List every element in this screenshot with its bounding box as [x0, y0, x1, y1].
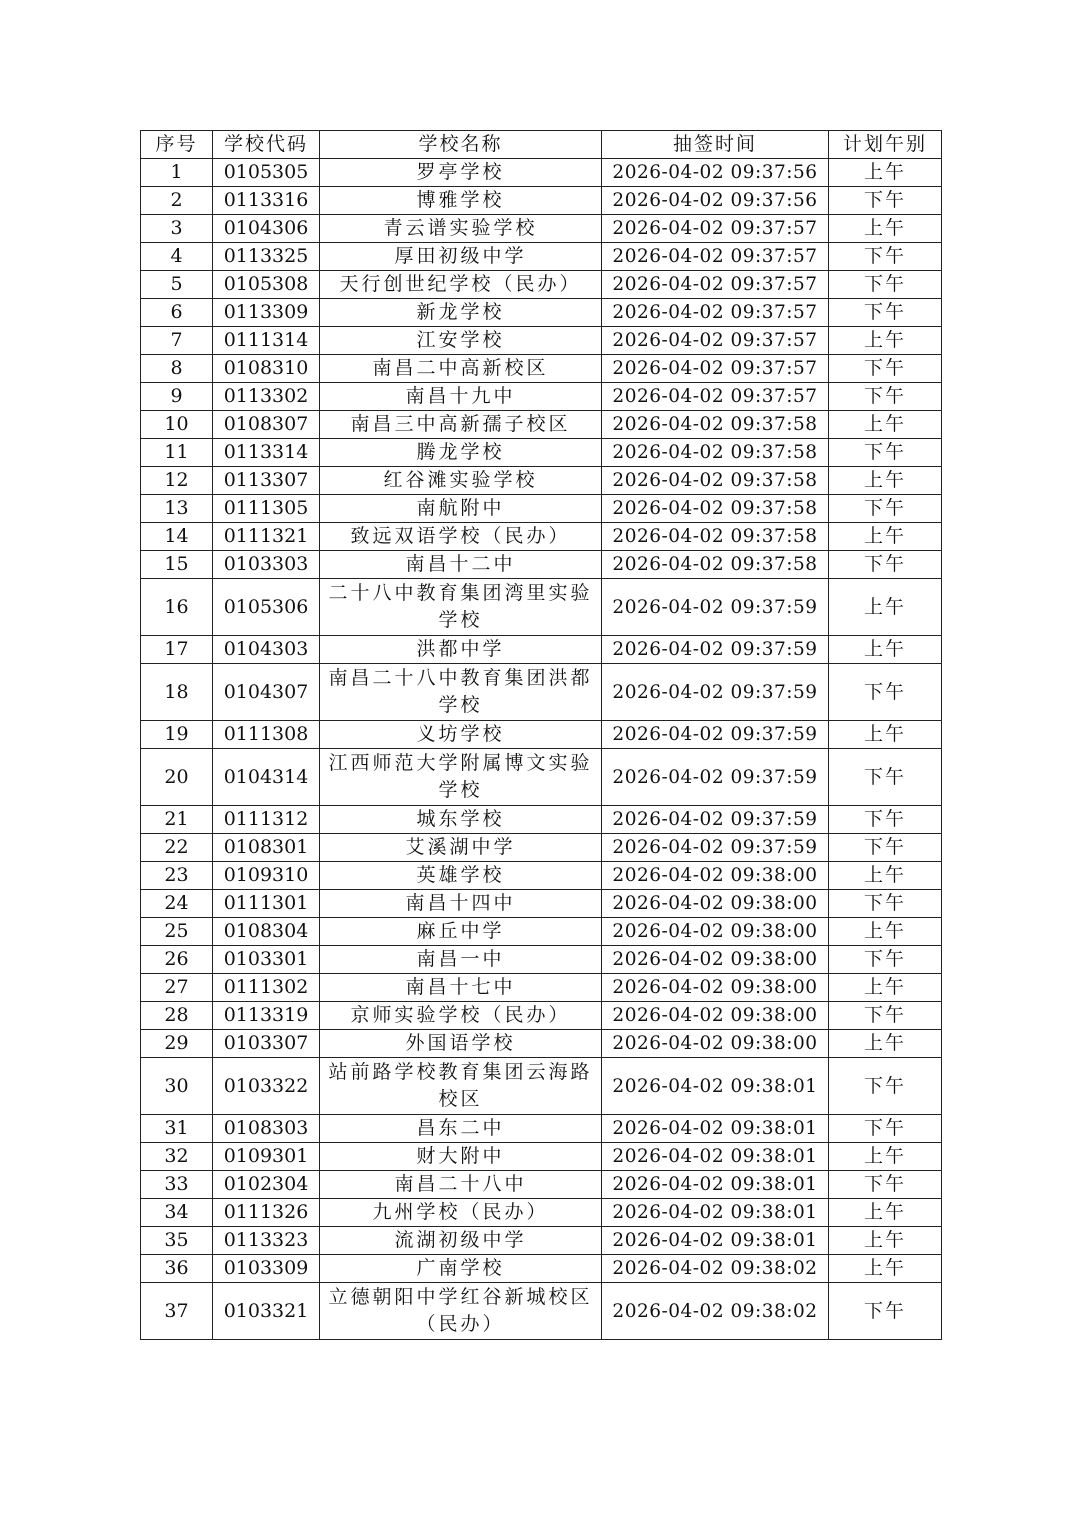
- draw-time: 2026-04-02 09:37:57: [602, 327, 829, 355]
- planned-session: 下午: [829, 187, 942, 215]
- table-row: [141, 495, 942, 523]
- draw-time: 2026-04-02 09:38:01: [602, 1171, 829, 1199]
- draw-time: 2026-04-02 09:37:58: [602, 523, 829, 551]
- school-name: 罗亭学校: [320, 159, 602, 187]
- draw-time: 2026-04-02 09:37:57: [602, 355, 829, 383]
- school-code: 0103322: [213, 1058, 320, 1115]
- table-row: [141, 918, 942, 946]
- table-row: [141, 1227, 942, 1255]
- school-name: 博雅学校: [320, 187, 602, 215]
- school-code: 0104314: [213, 749, 320, 806]
- school-code: 0113302: [213, 383, 320, 411]
- planned-session: 上午: [829, 974, 942, 1002]
- table-row: [141, 862, 942, 890]
- table-row: [141, 1030, 942, 1058]
- draw-time: 2026-04-02 09:38:01: [602, 1199, 829, 1227]
- school-name: 流湖初级中学: [320, 1227, 602, 1255]
- row-number: 30: [141, 1058, 213, 1115]
- planned-session: 下午: [829, 749, 942, 806]
- school-code: 0113323: [213, 1227, 320, 1255]
- school-name: 南昌十二中: [320, 551, 602, 579]
- planned-session: 上午: [829, 327, 942, 355]
- planned-session: 上午: [829, 467, 942, 495]
- school-code: 0108301: [213, 834, 320, 862]
- planned-session: 上午: [829, 411, 942, 439]
- row-number: 5: [141, 271, 213, 299]
- school-code: 0113309: [213, 299, 320, 327]
- planned-session: 下午: [829, 355, 942, 383]
- school-name: 广南学校: [320, 1255, 602, 1283]
- school-name: 青云谱实验学校: [320, 215, 602, 243]
- school-code: 0113325: [213, 243, 320, 271]
- school-name: 京师实验学校（民办）: [320, 1002, 602, 1030]
- school-code: 0111326: [213, 1199, 320, 1227]
- row-number: 31: [141, 1115, 213, 1143]
- draw-time: 2026-04-02 09:37:59: [602, 636, 829, 664]
- table-row: [141, 383, 942, 411]
- planned-session: 下午: [829, 299, 942, 327]
- header-name: 学校名称: [320, 131, 602, 159]
- school-code: 0105308: [213, 271, 320, 299]
- school-name: 新龙学校: [320, 299, 602, 327]
- draw-time: 2026-04-02 09:38:00: [602, 890, 829, 918]
- row-number: 8: [141, 355, 213, 383]
- header-no: 序号: [141, 131, 213, 159]
- planned-session: 上午: [829, 918, 942, 946]
- table-row: [141, 243, 942, 271]
- draw-time: 2026-04-02 09:37:57: [602, 243, 829, 271]
- row-number: 17: [141, 636, 213, 664]
- planned-session: 上午: [829, 1255, 942, 1283]
- school-code: 0108304: [213, 918, 320, 946]
- school-code: 0104306: [213, 215, 320, 243]
- header-session: 计划午别: [829, 131, 942, 159]
- school-code: 0103301: [213, 946, 320, 974]
- planned-session: 下午: [829, 1171, 942, 1199]
- planned-session: 上午: [829, 1199, 942, 1227]
- school-name: 昌东二中: [320, 1115, 602, 1143]
- school-name: 红谷滩实验学校: [320, 467, 602, 495]
- table-row: [141, 890, 942, 918]
- table-row: [141, 215, 942, 243]
- planned-session: 下午: [829, 946, 942, 974]
- table-row: [141, 1058, 942, 1115]
- school-name: 立德朝阳中学红谷新城校区（民办）: [320, 1283, 602, 1340]
- planned-session: 上午: [829, 1030, 942, 1058]
- draw-time: 2026-04-02 09:37:57: [602, 299, 829, 327]
- row-number: 36: [141, 1255, 213, 1283]
- school-code: 0111312: [213, 806, 320, 834]
- school-name: 南昌二十八中: [320, 1171, 602, 1199]
- planned-session: 下午: [829, 495, 942, 523]
- table-row: [141, 636, 942, 664]
- planned-session: 下午: [829, 271, 942, 299]
- row-number: 27: [141, 974, 213, 1002]
- school-code: 0103307: [213, 1030, 320, 1058]
- planned-session: 上午: [829, 159, 942, 187]
- planned-session: 上午: [829, 862, 942, 890]
- draw-time: 2026-04-02 09:38:00: [602, 862, 829, 890]
- table-row: [141, 467, 942, 495]
- table-row: [141, 411, 942, 439]
- draw-time: 2026-04-02 09:37:56: [602, 187, 829, 215]
- row-number: 24: [141, 890, 213, 918]
- row-number: 28: [141, 1002, 213, 1030]
- school-code: 0103309: [213, 1255, 320, 1283]
- school-code: 0105306: [213, 579, 320, 636]
- school-code: 0102304: [213, 1171, 320, 1199]
- row-number: 11: [141, 439, 213, 467]
- school-name: 九州学校（民办）: [320, 1199, 602, 1227]
- row-number: 18: [141, 664, 213, 721]
- table-row: [141, 946, 942, 974]
- school-code: 0111321: [213, 523, 320, 551]
- school-name: 财大附中: [320, 1143, 602, 1171]
- draw-time: 2026-04-02 09:37:58: [602, 439, 829, 467]
- school-name: 南昌三中高新孺子校区: [320, 411, 602, 439]
- row-number: 21: [141, 806, 213, 834]
- school-code: 0103303: [213, 551, 320, 579]
- draw-time: 2026-04-02 09:37:59: [602, 806, 829, 834]
- planned-session: 上午: [829, 636, 942, 664]
- school-name: 江安学校: [320, 327, 602, 355]
- row-number: 7: [141, 327, 213, 355]
- draw-time: 2026-04-02 09:37:58: [602, 495, 829, 523]
- planned-session: 上午: [829, 579, 942, 636]
- row-number: 4: [141, 243, 213, 271]
- school-code: 0113307: [213, 467, 320, 495]
- draw-time: 2026-04-02 09:38:02: [602, 1255, 829, 1283]
- table-body: [141, 159, 942, 1340]
- row-number: 23: [141, 862, 213, 890]
- planned-session: 下午: [829, 1058, 942, 1115]
- row-number: 6: [141, 299, 213, 327]
- school-code: 0104303: [213, 636, 320, 664]
- school-name: 艾溪湖中学: [320, 834, 602, 862]
- draw-time: 2026-04-02 09:37:56: [602, 159, 829, 187]
- draw-time: 2026-04-02 09:37:59: [602, 721, 829, 749]
- school-name: 南昌二中高新校区: [320, 355, 602, 383]
- header-code: 学校代码: [213, 131, 320, 159]
- row-number: 15: [141, 551, 213, 579]
- table-row: [141, 551, 942, 579]
- school-name: 致远双语学校（民办）: [320, 523, 602, 551]
- row-number: 19: [141, 721, 213, 749]
- table-row: [141, 1283, 942, 1340]
- planned-session: 下午: [829, 383, 942, 411]
- planned-session: 下午: [829, 664, 942, 721]
- row-number: 35: [141, 1227, 213, 1255]
- draw-time: 2026-04-02 09:38:00: [602, 974, 829, 1002]
- school-code: 0105305: [213, 159, 320, 187]
- row-number: 29: [141, 1030, 213, 1058]
- planned-session: 下午: [829, 890, 942, 918]
- planned-session: 下午: [829, 551, 942, 579]
- planned-session: 下午: [829, 834, 942, 862]
- school-name: 义坊学校: [320, 721, 602, 749]
- school-name: 南昌二十八中教育集团洪都学校: [320, 664, 602, 721]
- row-number: 16: [141, 579, 213, 636]
- table-row: [141, 1143, 942, 1171]
- table-row: [141, 1255, 942, 1283]
- table-row: [141, 299, 942, 327]
- school-name: 英雄学校: [320, 862, 602, 890]
- draw-time: 2026-04-02 09:37:57: [602, 383, 829, 411]
- school-name: 天行创世纪学校（民办）: [320, 271, 602, 299]
- school-code: 0111302: [213, 974, 320, 1002]
- school-name: 外国语学校: [320, 1030, 602, 1058]
- draw-time: 2026-04-02 09:37:58: [602, 411, 829, 439]
- draw-time: 2026-04-02 09:38:00: [602, 918, 829, 946]
- row-number: 34: [141, 1199, 213, 1227]
- row-number: 37: [141, 1283, 213, 1340]
- school-code: 0108303: [213, 1115, 320, 1143]
- planned-session: 下午: [829, 1002, 942, 1030]
- row-number: 33: [141, 1171, 213, 1199]
- school-name: 二十八中教育集团湾里实验学校: [320, 579, 602, 636]
- row-number: 10: [141, 411, 213, 439]
- table-row: [141, 806, 942, 834]
- table-row: [141, 749, 942, 806]
- row-number: 20: [141, 749, 213, 806]
- planned-session: 上午: [829, 721, 942, 749]
- row-number: 22: [141, 834, 213, 862]
- draw-time: 2026-04-02 09:37:59: [602, 834, 829, 862]
- school-name: 南昌十四中: [320, 890, 602, 918]
- table-row: [141, 1002, 942, 1030]
- draw-time: 2026-04-02 09:38:01: [602, 1143, 829, 1171]
- school-code: 0111314: [213, 327, 320, 355]
- row-number: 32: [141, 1143, 213, 1171]
- school-name: 城东学校: [320, 806, 602, 834]
- draw-time: 2026-04-02 09:38:02: [602, 1283, 829, 1340]
- planned-session: 下午: [829, 1115, 942, 1143]
- planned-session: 下午: [829, 439, 942, 467]
- school-name: 洪都中学: [320, 636, 602, 664]
- draw-time: 2026-04-02 09:38:00: [602, 1002, 829, 1030]
- draw-time: 2026-04-02 09:37:57: [602, 271, 829, 299]
- planned-session: 上午: [829, 215, 942, 243]
- draw-time: 2026-04-02 09:37:59: [602, 749, 829, 806]
- table-row: [141, 187, 942, 215]
- draw-time: 2026-04-02 09:37:59: [602, 664, 829, 721]
- table-row: [141, 523, 942, 551]
- school-code: 0111305: [213, 495, 320, 523]
- school-code: 0108307: [213, 411, 320, 439]
- school-code: 0113319: [213, 1002, 320, 1030]
- table-row: [141, 721, 942, 749]
- planned-session: 下午: [829, 243, 942, 271]
- draw-time: 2026-04-02 09:37:58: [602, 551, 829, 579]
- school-name: 南昌十九中: [320, 383, 602, 411]
- table-row: [141, 355, 942, 383]
- table-row: [141, 974, 942, 1002]
- planned-session: 下午: [829, 806, 942, 834]
- draw-time: 2026-04-02 09:38:00: [602, 1030, 829, 1058]
- table-row: [141, 439, 942, 467]
- school-name: 南航附中: [320, 495, 602, 523]
- table-row: [141, 1115, 942, 1143]
- planned-session: 上午: [829, 1227, 942, 1255]
- school-name: 厚田初级中学: [320, 243, 602, 271]
- row-number: 9: [141, 383, 213, 411]
- header-time: 抽签时间: [602, 131, 829, 159]
- table-row: [141, 327, 942, 355]
- row-number: 25: [141, 918, 213, 946]
- table-row: [141, 834, 942, 862]
- draw-time: 2026-04-02 09:38:01: [602, 1115, 829, 1143]
- school-code: 0103321: [213, 1283, 320, 1340]
- school-name: 南昌十七中: [320, 974, 602, 1002]
- table-row: [141, 271, 942, 299]
- table-row: [141, 664, 942, 721]
- planned-session: 下午: [829, 1283, 942, 1340]
- row-number: 13: [141, 495, 213, 523]
- draw-time: 2026-04-02 09:38:01: [602, 1058, 829, 1115]
- school-name: 江西师范大学附属博文实验学校: [320, 749, 602, 806]
- table-row: [141, 159, 942, 187]
- school-name: 腾龙学校: [320, 439, 602, 467]
- table-row: [141, 579, 942, 636]
- row-number: 12: [141, 467, 213, 495]
- planned-session: 上午: [829, 523, 942, 551]
- school-code: 0104307: [213, 664, 320, 721]
- school-name: 麻丘中学: [320, 918, 602, 946]
- draw-time: 2026-04-02 09:38:00: [602, 946, 829, 974]
- school-code: 0111301: [213, 890, 320, 918]
- draw-time: 2026-04-02 09:37:58: [602, 467, 829, 495]
- school-code: 0108310: [213, 355, 320, 383]
- row-number: 26: [141, 946, 213, 974]
- row-number: 2: [141, 187, 213, 215]
- school-name: 站前路学校教育集团云海路校区: [320, 1058, 602, 1115]
- school-code: 0113314: [213, 439, 320, 467]
- header-row: [141, 131, 942, 159]
- row-number: 14: [141, 523, 213, 551]
- school-code: 0109301: [213, 1143, 320, 1171]
- row-number: 1: [141, 159, 213, 187]
- table-row: [141, 1171, 942, 1199]
- school-name: 南昌一中: [320, 946, 602, 974]
- planned-session: 上午: [829, 1143, 942, 1171]
- draw-time: 2026-04-02 09:37:59: [602, 579, 829, 636]
- table-row: [141, 1199, 942, 1227]
- school-code: 0109310: [213, 862, 320, 890]
- row-number: 3: [141, 215, 213, 243]
- school-code: 0111308: [213, 721, 320, 749]
- school-code: 0113316: [213, 187, 320, 215]
- draw-time: 2026-04-02 09:38:01: [602, 1227, 829, 1255]
- lottery-results-table: [140, 130, 942, 1340]
- draw-time: 2026-04-02 09:37:57: [602, 215, 829, 243]
